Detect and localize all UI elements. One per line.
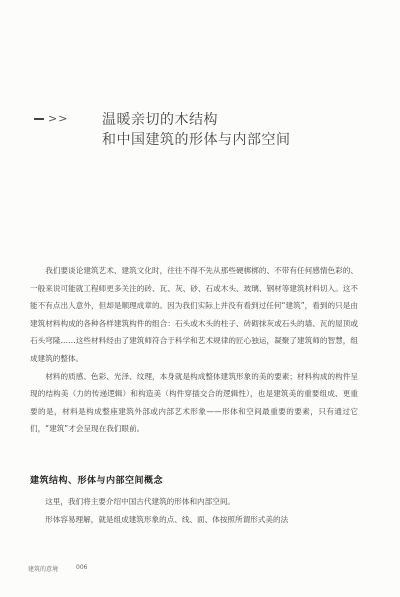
page-number: 006 <box>76 564 88 571</box>
chapter-marker-text: >> <box>48 112 69 125</box>
section-heading: 建筑结构、形体与内部空间概念 <box>30 476 164 486</box>
page-footer <box>28 564 87 573</box>
paragraph: 我们要谈论建筑艺术、建筑文化时，往往不得不先从那些硬梆梆的、不带有任何感情色彩的、一般来说可能就工程师更多关注的砖、瓦、灰、砂、石或木头、玻璃、钢材等建筑材料切入。这不能不有点出人意外，但却是顺理成章的。因为我们实际上并没有看到过任何“建筑”，看到的只是由建筑材料构成的各种各样建筑构件的组合：石头或木头的柱子、砖砌抹灰或石头的墙、瓦的屋顶或石头穹隆……这些材料经由了建筑师符合于科学和艺术规律的匠心独运，凝聚了建筑师的智慧，组成建筑的整体。 <box>30 266 358 363</box>
paragraph: 这里，我们将主要介绍中国古代建筑的形体和内部空间。 <box>45 497 236 506</box>
chapter-marker <box>34 112 68 125</box>
paragraph: 材料的质感、色彩、光泽、纹理，本身就是构成整体建筑形象的美的要素；材料构成的构件呈现的结构美（力的传递逻辑）和构造美（构件穿插交合的逻辑性），也是建筑美的重要组成、更重要的是，材料是构成整座建筑外部或内部艺术形象——形体和空间最重要的要素，只有通过它们，“建筑”才会呈现在我们眼前。 <box>30 371 358 434</box>
chapter-title-line-1: 温暖亲切的木结构 <box>102 112 218 128</box>
intro-text <box>30 262 358 438</box>
chapter-title-line-2: 和中国建筑的形体与内部空间 <box>102 132 291 148</box>
section-text <box>30 493 358 528</box>
footer-book-title: 建筑的意境 <box>28 566 59 573</box>
dash-icon <box>34 118 44 120</box>
paragraph: 形体容易理解，就是组成建筑形象的点、线、面、体按照所谓形式美的法 <box>45 514 289 524</box>
chapter-title <box>102 110 291 150</box>
